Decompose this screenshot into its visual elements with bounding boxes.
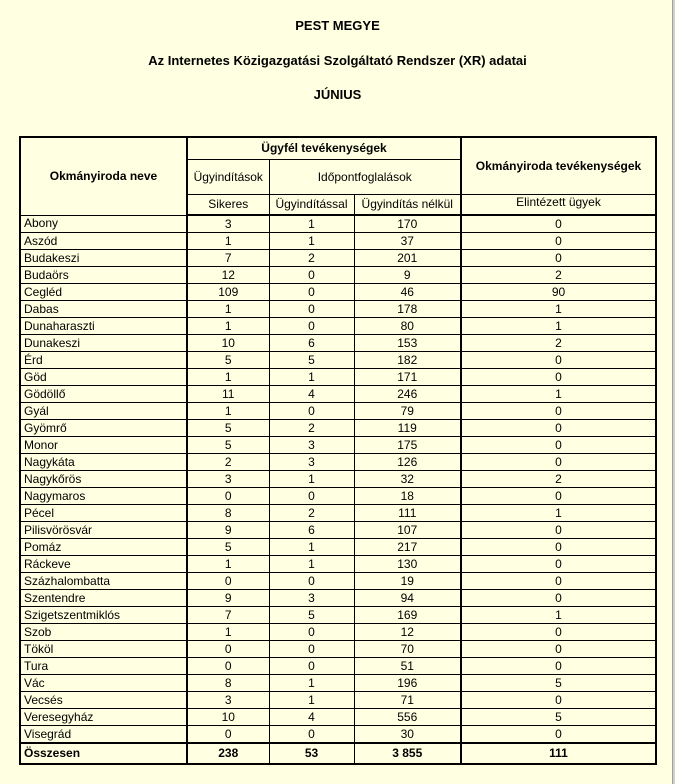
table-row xyxy=(20,505,656,522)
without-initiation-cell: 9 xyxy=(354,267,461,284)
without-initiation-cell: 32 xyxy=(354,471,461,488)
table-body xyxy=(20,215,656,743)
completed-cell: 0 xyxy=(461,403,656,420)
table-row xyxy=(20,250,656,267)
successful-cell: 8 xyxy=(187,505,269,522)
with-initiation-cell: 1 xyxy=(269,233,354,250)
office-name-cell: Érd xyxy=(20,352,187,369)
with-initiation-cell: 1 xyxy=(269,369,354,386)
with-initiation-cell: 0 xyxy=(269,573,354,590)
completed-cell: 5 xyxy=(461,675,656,692)
successful-cell: 2 xyxy=(187,454,269,471)
without-initiation-cell: 153 xyxy=(354,335,461,352)
with-initiation-cell: 3 xyxy=(269,437,354,454)
total-label: Összesen xyxy=(20,743,187,764)
successful-cell: 109 xyxy=(187,284,269,301)
with-initiation-cell: 0 xyxy=(269,284,354,301)
successful-cell: 7 xyxy=(187,250,269,267)
without-initiation-cell: 178 xyxy=(354,301,461,318)
without-initiation-cell: 30 xyxy=(354,726,461,744)
table-row xyxy=(20,284,656,301)
with-initiation-cell: 5 xyxy=(269,607,354,624)
successful-cell: 5 xyxy=(187,437,269,454)
header-client-activities: Ügyfél tevékenységek xyxy=(187,137,461,160)
table-row xyxy=(20,233,656,250)
without-initiation-cell: 37 xyxy=(354,233,461,250)
header-with-initiation: Ügyindítással xyxy=(269,195,354,216)
completed-cell: 1 xyxy=(461,505,656,522)
completed-cell: 2 xyxy=(461,267,656,284)
without-initiation-cell: 556 xyxy=(354,709,461,726)
without-initiation-cell: 51 xyxy=(354,658,461,675)
successful-cell: 8 xyxy=(187,675,269,692)
successful-cell: 9 xyxy=(187,522,269,539)
completed-cell: 0 xyxy=(461,726,656,744)
office-name-cell: Vecsés xyxy=(20,692,187,709)
completed-cell: 0 xyxy=(461,641,656,658)
completed-cell: 0 xyxy=(461,250,656,267)
without-initiation-cell: 170 xyxy=(354,215,461,233)
successful-cell: 1 xyxy=(187,403,269,420)
table-row xyxy=(20,437,656,454)
with-initiation-cell: 5 xyxy=(269,352,354,369)
table-row xyxy=(20,726,656,744)
without-initiation-cell: 111 xyxy=(354,505,461,522)
without-initiation-cell: 175 xyxy=(354,437,461,454)
with-initiation-cell: 4 xyxy=(269,709,354,726)
without-initiation-cell: 46 xyxy=(354,284,461,301)
office-name-cell: Nagymaros xyxy=(20,488,187,505)
completed-cell: 1 xyxy=(461,386,656,403)
table-row xyxy=(20,590,656,607)
completed-cell: 0 xyxy=(461,573,656,590)
without-initiation-cell: 18 xyxy=(354,488,461,505)
total-successful: 238 xyxy=(187,743,269,764)
without-initiation-cell: 70 xyxy=(354,641,461,658)
office-name-cell: Százhalombatta xyxy=(20,573,187,590)
with-initiation-cell: 0 xyxy=(269,301,354,318)
table-row xyxy=(20,488,656,505)
successful-cell: 10 xyxy=(187,335,269,352)
completed-cell: 1 xyxy=(461,607,656,624)
successful-cell: 1 xyxy=(187,233,269,250)
without-initiation-cell: 201 xyxy=(354,250,461,267)
with-initiation-cell: 6 xyxy=(269,522,354,539)
with-initiation-cell: 3 xyxy=(269,454,354,471)
table-row xyxy=(20,420,656,437)
office-name-cell: Szigetszentmiklós xyxy=(20,607,187,624)
office-name-cell: Budaörs xyxy=(20,267,187,284)
table-row xyxy=(20,675,656,692)
office-name-cell: Dabas xyxy=(20,301,187,318)
without-initiation-cell: 107 xyxy=(354,522,461,539)
without-initiation-cell: 196 xyxy=(354,675,461,692)
office-name-cell: Göd xyxy=(20,369,187,386)
with-initiation-cell: 1 xyxy=(269,556,354,573)
without-initiation-cell: 19 xyxy=(354,573,461,590)
with-initiation-cell: 2 xyxy=(269,505,354,522)
with-initiation-cell: 1 xyxy=(269,539,354,556)
header-appointments: Időpontfoglalások xyxy=(269,160,461,195)
office-name-cell: Szentendre xyxy=(20,590,187,607)
county-title: PEST MEGYE xyxy=(295,18,380,33)
with-initiation-cell: 3 xyxy=(269,590,354,607)
with-initiation-cell: 6 xyxy=(269,335,354,352)
completed-cell: 5 xyxy=(461,709,656,726)
completed-cell: 1 xyxy=(461,301,656,318)
completed-cell: 2 xyxy=(461,335,656,352)
completed-cell: 1 xyxy=(461,318,656,335)
table-row xyxy=(20,454,656,471)
with-initiation-cell: 1 xyxy=(269,692,354,709)
office-name-cell: Visegrád xyxy=(20,726,187,744)
office-name-cell: Vác xyxy=(20,675,187,692)
completed-cell: 0 xyxy=(461,556,656,573)
without-initiation-cell: 246 xyxy=(354,386,461,403)
successful-cell: 1 xyxy=(187,369,269,386)
completed-cell: 0 xyxy=(461,437,656,454)
table-row xyxy=(20,658,656,675)
without-initiation-cell: 169 xyxy=(354,607,461,624)
with-initiation-cell: 2 xyxy=(269,250,354,267)
header-case-initiations: Ügyindítások xyxy=(187,160,269,195)
office-name-cell: Tököl xyxy=(20,641,187,658)
successful-cell: 1 xyxy=(187,318,269,335)
successful-cell: 1 xyxy=(187,301,269,318)
month-title: JÚNIUS xyxy=(313,87,362,102)
office-name-cell: Nagykáta xyxy=(20,454,187,471)
completed-cell: 0 xyxy=(461,352,656,369)
without-initiation-cell: 119 xyxy=(354,420,461,437)
table-row xyxy=(20,692,656,709)
without-initiation-cell: 130 xyxy=(354,556,461,573)
with-initiation-cell: 0 xyxy=(269,658,354,675)
without-initiation-cell: 12 xyxy=(354,624,461,641)
header-office-activities: Okmányiroda tevékenységek xyxy=(461,137,656,195)
office-name-cell: Ráckeve xyxy=(20,556,187,573)
completed-cell: 90 xyxy=(461,284,656,301)
table-row xyxy=(20,641,656,658)
office-name-cell: Pilisvörösvár xyxy=(20,522,187,539)
completed-cell: 0 xyxy=(461,233,656,250)
without-initiation-cell: 126 xyxy=(354,454,461,471)
with-initiation-cell: 0 xyxy=(269,488,354,505)
successful-cell: 0 xyxy=(187,726,269,744)
without-initiation-cell: 80 xyxy=(354,318,461,335)
table-row xyxy=(20,352,656,369)
completed-cell: 0 xyxy=(461,369,656,386)
completed-cell: 0 xyxy=(461,488,656,505)
completed-cell: 0 xyxy=(461,658,656,675)
completed-cell: 0 xyxy=(461,522,656,539)
table-row xyxy=(20,522,656,539)
office-name-cell: Tura xyxy=(20,658,187,675)
successful-cell: 5 xyxy=(187,420,269,437)
office-name-cell: Abony xyxy=(20,215,187,233)
successful-cell: 9 xyxy=(187,590,269,607)
office-name-cell: Dunakeszi xyxy=(20,335,187,352)
with-initiation-cell: 0 xyxy=(269,726,354,744)
successful-cell: 12 xyxy=(187,267,269,284)
without-initiation-cell: 79 xyxy=(354,403,461,420)
table-row xyxy=(20,403,656,420)
office-name-cell: Szob xyxy=(20,624,187,641)
header-successful: Sikeres xyxy=(187,195,269,216)
without-initiation-cell: 94 xyxy=(354,590,461,607)
without-initiation-cell: 217 xyxy=(354,539,461,556)
table-row xyxy=(20,335,656,352)
completed-cell: 0 xyxy=(461,590,656,607)
without-initiation-cell: 71 xyxy=(354,692,461,709)
with-initiation-cell: 0 xyxy=(269,641,354,658)
table-row xyxy=(20,369,656,386)
office-name-cell: Gödöllő xyxy=(20,386,187,403)
total-with-initiation: 53 xyxy=(269,743,354,764)
table-row xyxy=(20,215,656,233)
header-office-name: Okmányiroda neve xyxy=(20,137,187,215)
successful-cell: 5 xyxy=(187,352,269,369)
successful-cell: 5 xyxy=(187,539,269,556)
with-initiation-cell: 1 xyxy=(269,675,354,692)
office-name-cell: Pécel xyxy=(20,505,187,522)
office-name-cell: Budakeszi xyxy=(20,250,187,267)
table-row xyxy=(20,539,656,556)
with-initiation-cell: 1 xyxy=(269,471,354,488)
table-row xyxy=(20,301,656,318)
table-row xyxy=(20,556,656,573)
successful-cell: 0 xyxy=(187,641,269,658)
successful-cell: 3 xyxy=(187,471,269,488)
with-initiation-cell: 0 xyxy=(269,403,354,420)
with-initiation-cell: 2 xyxy=(269,420,354,437)
total-without-initiation: 3 855 xyxy=(354,743,461,764)
successful-cell: 7 xyxy=(187,607,269,624)
completed-cell: 2 xyxy=(461,471,656,488)
report-subtitle: Az Internetes Közigazgatási Szolgáltató Rendszer (XR) adatai xyxy=(148,53,527,68)
with-initiation-cell: 4 xyxy=(269,386,354,403)
completed-cell: 0 xyxy=(461,215,656,233)
header-completed-cases: Elintézett ügyek xyxy=(461,195,656,216)
office-name-cell: Veresegyház xyxy=(20,709,187,726)
successful-cell: 0 xyxy=(187,488,269,505)
successful-cell: 3 xyxy=(187,215,269,233)
successful-cell: 0 xyxy=(187,573,269,590)
header-without-initiation: Ügyindítás nélkül xyxy=(354,195,461,216)
table-row xyxy=(20,318,656,335)
table-row xyxy=(20,709,656,726)
total-row xyxy=(20,743,656,764)
successful-cell: 1 xyxy=(187,556,269,573)
table-row xyxy=(20,624,656,641)
successful-cell: 1 xyxy=(187,624,269,641)
with-initiation-cell: 1 xyxy=(269,215,354,233)
with-initiation-cell: 0 xyxy=(269,624,354,641)
office-name-cell: Nagykőrös xyxy=(20,471,187,488)
table-row xyxy=(20,607,656,624)
office-name-cell: Gyömrő xyxy=(20,420,187,437)
successful-cell: 3 xyxy=(187,692,269,709)
successful-cell: 0 xyxy=(187,658,269,675)
completed-cell: 0 xyxy=(461,539,656,556)
completed-cell: 0 xyxy=(461,454,656,471)
office-name-cell: Pomáz xyxy=(20,539,187,556)
table-row xyxy=(20,267,656,284)
completed-cell: 0 xyxy=(461,420,656,437)
completed-cell: 0 xyxy=(461,624,656,641)
completed-cell: 0 xyxy=(461,692,656,709)
with-initiation-cell: 0 xyxy=(269,318,354,335)
successful-cell: 10 xyxy=(187,709,269,726)
office-name-cell: Dunaharaszti xyxy=(20,318,187,335)
office-name-cell: Cegléd xyxy=(20,284,187,301)
successful-cell: 11 xyxy=(187,386,269,403)
with-initiation-cell: 0 xyxy=(269,267,354,284)
without-initiation-cell: 182 xyxy=(354,352,461,369)
statistics-table xyxy=(19,136,657,765)
table-row xyxy=(20,386,656,403)
total-completed: 111 xyxy=(461,743,656,764)
table-row xyxy=(20,471,656,488)
without-initiation-cell: 171 xyxy=(354,369,461,386)
office-name-cell: Gyál xyxy=(20,403,187,420)
office-name-cell: Aszód xyxy=(20,233,187,250)
table-row xyxy=(20,573,656,590)
office-name-cell: Monor xyxy=(20,437,187,454)
